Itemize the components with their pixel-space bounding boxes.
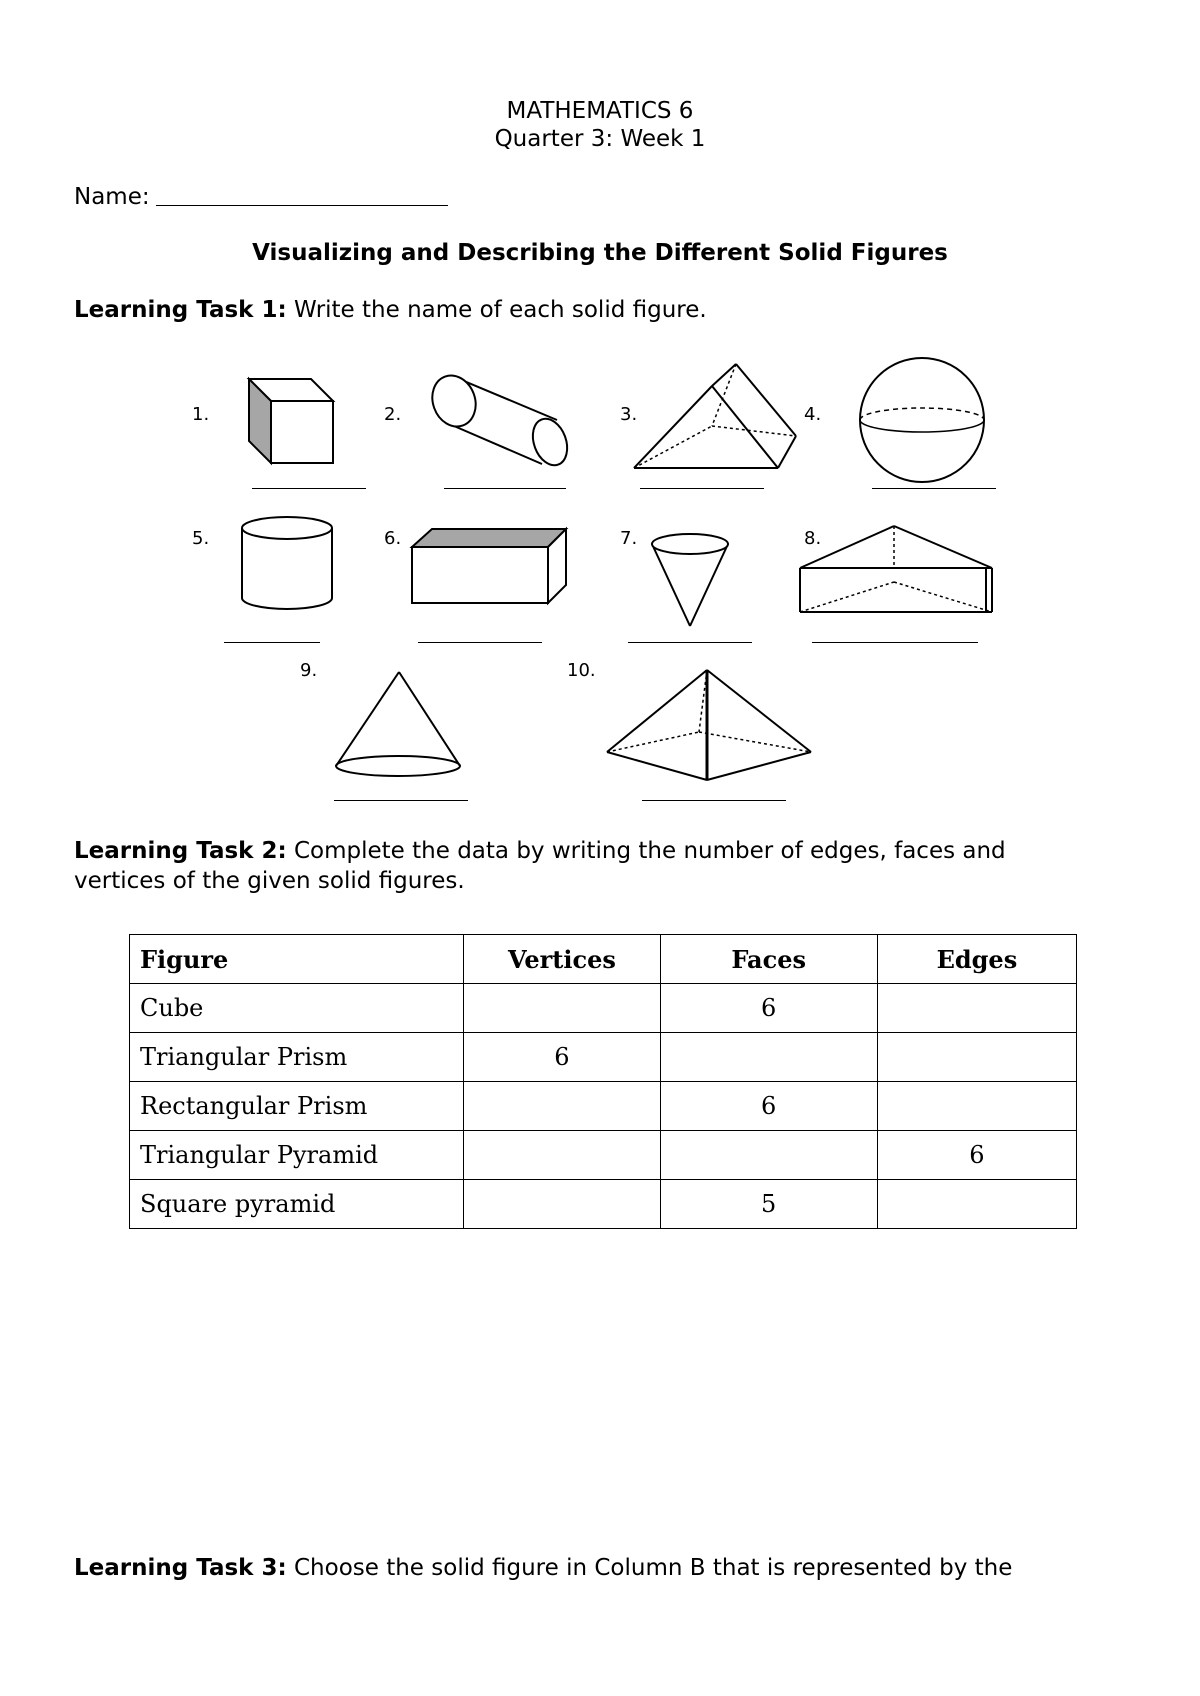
triangular-prism-icon	[632, 362, 802, 472]
answer-blank-1[interactable]	[252, 488, 366, 489]
answer-blank-9[interactable]	[334, 800, 468, 801]
cube-icon	[245, 375, 345, 465]
table-row	[130, 984, 1077, 1033]
faces-cell[interactable]: 6	[660, 984, 877, 1033]
vertices-cell[interactable]	[464, 1082, 660, 1131]
figure-number-6: 6.	[384, 528, 402, 549]
figure-cell: Triangular Pyramid	[130, 1131, 464, 1180]
answer-blank-2[interactable]	[444, 488, 566, 489]
answer-blank-5[interactable]	[224, 642, 320, 643]
figure-number-2: 2.	[384, 404, 402, 425]
cylinder-side-icon	[430, 372, 580, 472]
answer-blank-3[interactable]	[640, 488, 764, 489]
faces-cell[interactable]: 5	[660, 1180, 877, 1229]
name-field[interactable]	[74, 183, 448, 210]
figure-number-1: 1.	[192, 404, 210, 425]
figure-number-5: 5.	[192, 528, 210, 549]
figure-cell: Triangular Prism	[130, 1033, 464, 1082]
square-pyramid-icon	[605, 666, 815, 786]
answer-blank-4[interactable]	[872, 488, 996, 489]
task3-text: Choose the solid figure in Column B that is represented by the	[286, 1555, 1013, 1581]
edges-cell[interactable]: 6	[877, 1131, 1076, 1180]
edges-cell[interactable]	[877, 984, 1076, 1033]
subject-heading: MATHEMATICS 6	[506, 98, 694, 124]
name-label: Name:	[74, 184, 150, 210]
figure-cell: Rectangular Prism	[130, 1082, 464, 1131]
table-row	[130, 1180, 1077, 1229]
vertices-cell[interactable]	[464, 1131, 660, 1180]
vertices-cell[interactable]	[464, 1180, 660, 1229]
table-row	[130, 1082, 1077, 1131]
task2-instruction-line1	[74, 838, 1006, 864]
answer-blank-6[interactable]	[418, 642, 542, 643]
task3-label: Learning Task 3:	[74, 1555, 287, 1581]
header-vertices: Vertices	[464, 935, 660, 984]
triangular-prism-wide-icon	[798, 524, 996, 616]
edges-cell[interactable]	[877, 1082, 1076, 1131]
figure-number-8: 8.	[804, 528, 822, 549]
figure-number-7: 7.	[620, 528, 638, 549]
edges-cell[interactable]	[877, 1180, 1076, 1229]
answer-blank-10[interactable]	[642, 800, 786, 801]
figure-number-4: 4.	[804, 404, 822, 425]
table-row	[130, 1033, 1077, 1082]
rectangular-prism-icon	[410, 527, 570, 607]
task1-label: Learning Task 1:	[74, 297, 287, 323]
faces-cell[interactable]	[660, 1131, 877, 1180]
figure-cell: Cube	[130, 984, 464, 1033]
task2-instruction-line2: vertices of the given solid figures.	[74, 868, 465, 894]
table-row	[130, 1131, 1077, 1180]
header-figure: Figure	[130, 935, 464, 984]
worksheet-title: Visualizing and Describing the Different Solid Figures	[252, 240, 948, 266]
vertices-cell[interactable]: 6	[464, 1033, 660, 1082]
figure-cell: Square pyramid	[130, 1180, 464, 1229]
vertices-cell[interactable]	[464, 984, 660, 1033]
edges-cell[interactable]	[877, 1033, 1076, 1082]
task2-label: Learning Task 2:	[74, 838, 287, 864]
header-faces: Faces	[660, 935, 877, 984]
sphere-icon	[858, 356, 988, 486]
task1-text: Write the name of each solid figure.	[286, 297, 707, 323]
figure-number-9: 9.	[300, 660, 318, 681]
faces-cell[interactable]: 6	[660, 1082, 877, 1131]
figure-number-3: 3.	[620, 404, 638, 425]
table-header-row	[130, 935, 1077, 984]
answer-blank-8[interactable]	[812, 642, 978, 643]
quarter-heading: Quarter 3: Week 1	[494, 126, 706, 152]
faces-cell[interactable]	[660, 1033, 877, 1082]
name-blank[interactable]	[156, 183, 448, 206]
inverted-cone-icon	[650, 532, 730, 632]
cone-icon	[333, 670, 463, 780]
task1-instruction	[74, 297, 707, 323]
solid-figures-table	[129, 934, 1077, 1229]
cylinder-icon	[238, 514, 338, 614]
header-edges: Edges	[877, 935, 1076, 984]
answer-blank-7[interactable]	[628, 642, 752, 643]
figure-number-10: 10.	[567, 660, 596, 681]
task3-instruction	[74, 1555, 1012, 1581]
task2-text: Complete the data by writing the number of edges, faces and	[286, 838, 1006, 864]
